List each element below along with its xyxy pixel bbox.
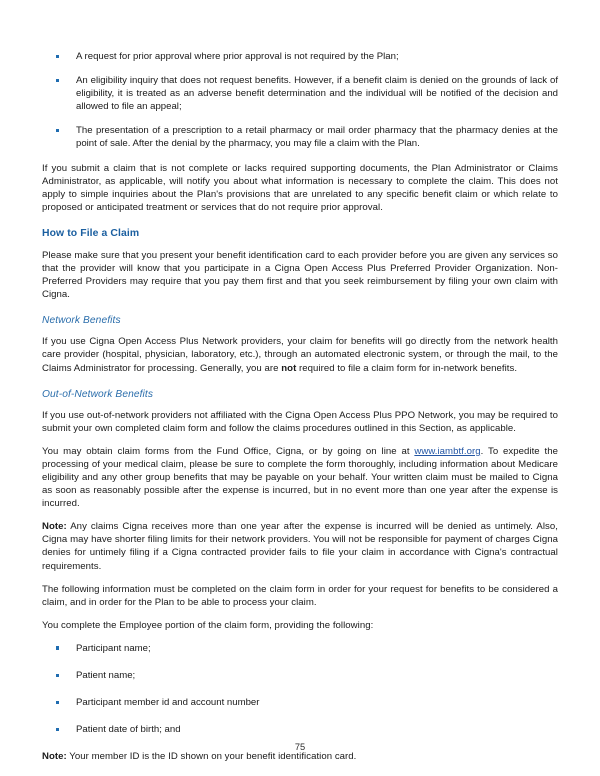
- paragraph-incomplete-claim: If you submit a claim that is not complete or lacks required supporting documents, the Plan Administrator or Claims Administrator, as applicable, will notify you about what information is necessary to complete the claim. This does not apply to simple inquiries about the Plan's provisions that are unrelated to any specific benefit claim or which relate to proposed or anticipated treatment or services that do not require prior approval.: [42, 162, 558, 213]
- list-item: [42, 696, 558, 709]
- paragraph-employee-portion: You complete the Employee portion of the claim form, providing the following:: [42, 619, 374, 631]
- list-item: [42, 723, 558, 736]
- paragraph-claim-forms: [42, 445, 558, 510]
- note-member-id-text: Your member ID is the ID shown on your benefit identification card.: [66, 751, 357, 763]
- claim-forms-text-part2: . To expedite the processing of your medical claim, please be sure to complete the form thoroughly, including information about Medicare eligibility and any other group benefits that may be payable on your behalf. Your written claim must be mailed to Cigna as soon as reasonably possible after the expense is incurred, but in no event more than one year after the expense is incurred.: [42, 445, 558, 510]
- list-item-text: An eligibility inquiry that does not request benefits. However, if a benefit claim is denied on the grounds of lack of eligibility, it is treated as an adverse benefit determination and the individual will be notified of the decision and allowed to file an appeal;: [76, 75, 558, 113]
- note-timely-text: Any claims Cigna receives more than one year after the expense is incurred will be denied as untimely. Also, Cigna may have shorter filing limits for their network providers. You will not be responsible for payment of charges Cigna denies for untimely filing if a Cigna contracted provider fails to file your claim in accordance with Cigna's contractual requirements.: [42, 521, 558, 572]
- bullet-square-icon: [56, 674, 59, 677]
- list-item: [42, 669, 558, 682]
- claim-forms-text-part1: You may obtain claim forms from the Fund Office, Cigna, or by going on line at: [42, 445, 415, 457]
- list-item: [42, 74, 558, 113]
- list-item-text: A request for prior approval where prior approval is not required by the Plan;: [76, 51, 399, 62]
- bullet-square-icon: [56, 129, 59, 132]
- subheading-network-benefits: Network Benefits: [42, 315, 121, 327]
- heading-how-to-file-a-claim: How to File a Claim: [42, 227, 140, 239]
- exclusions-bullet-list: [42, 50, 558, 151]
- network-benefits-text-part1: If you use Cigna Open Access Plus Network providers, your claim for benefits will go directly from the network health care provider (hospital, physician, laboratory, etc.), through an automated electronic system, or through the mail, to the Claims Administrator for processing. Generally, you are: [42, 336, 558, 374]
- employee-portion-bullet-list: [42, 642, 558, 736]
- page-number: 75: [294, 742, 306, 752]
- paragraph-note-timely-filing: [42, 520, 558, 572]
- bullet-square-icon: [56, 728, 59, 731]
- list-item: [42, 50, 558, 63]
- paragraph-network-benefits: [42, 335, 558, 374]
- list-item-text: Patient date of birth; and: [76, 724, 181, 736]
- note-member-id-label: Note:: [42, 751, 67, 763]
- bullet-square-icon: [56, 701, 59, 704]
- list-item-text: The presentation of a prescription to a retail pharmacy or mail order pharmacy that the pharmacy denies at the point of sale. After the denial by the pharmacy, you may file a claim with the Plan.: [76, 125, 558, 150]
- paragraph-required-information: The following information must be completed on the claim form in order for your request for benefits to be considered a claim, and in order for the Plan to be able to process your claim.: [42, 583, 558, 608]
- paragraph-note-member-id: [42, 750, 558, 763]
- list-item-text: Participant name;: [76, 642, 151, 654]
- subheading-out-of-network-benefits: Out-of-Network Benefits: [42, 388, 154, 400]
- page-footer: [0, 742, 600, 752]
- bullet-square-icon: [56, 79, 59, 82]
- page-content: [42, 50, 558, 763]
- paragraph-present-id-card: Please make sure that you present your benefit identification card to each provider before you are given any services so that the provider will know that you participate in a Cigna Open Access Plus Preferred Provider Organization. Non-Preferred Providers may require that you pay them first and that you seek reimbursement by filing your own claim with Cigna.: [42, 249, 558, 301]
- list-item: [42, 642, 558, 655]
- network-benefits-emphasis: not: [281, 362, 297, 374]
- note-timely-label: Note:: [42, 521, 67, 533]
- bullet-square-icon: [56, 55, 59, 58]
- list-item-text: Participant member id and account number: [76, 697, 260, 709]
- list-item: [42, 124, 558, 150]
- network-benefits-text-part2: required to file a claim form for in-network benefits.: [296, 362, 518, 374]
- paragraph-out-of-network-intro: If you use out-of-network providers not affiliated with the Cigna Open Access Plus PPO Network, you may be required to submit your own completed claim form and follow the claims procedures outlined in this Section, as applicable.: [42, 409, 558, 434]
- bullet-square-icon: [56, 646, 59, 649]
- iambtf-website-link[interactable]: www.iambtf.org: [414, 445, 481, 457]
- list-item-text: Patient name;: [76, 670, 136, 681]
